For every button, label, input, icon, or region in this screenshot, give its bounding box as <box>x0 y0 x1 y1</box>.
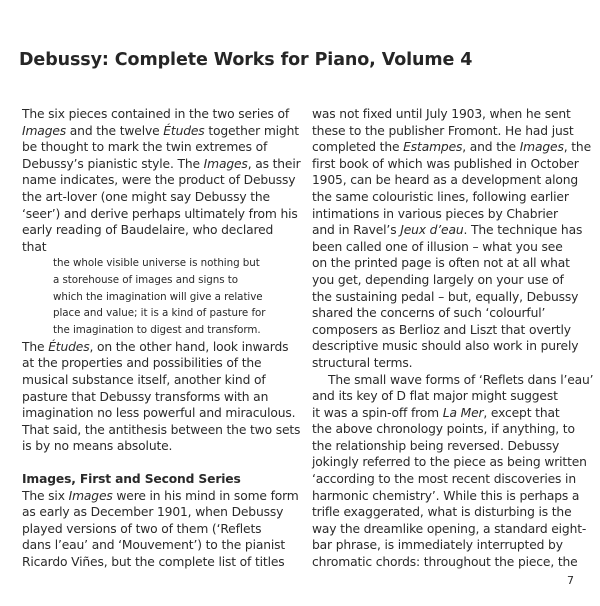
text-line: jokingly referred to the piece as being written <box>312 455 587 470</box>
text-line: That said, the antithesis between the two sets <box>22 422 301 437</box>
italic-title: Estampes <box>403 140 463 155</box>
quote-line: the imagination to digest and transform. <box>53 324 261 337</box>
text-line: is by no means absolute. <box>22 439 173 454</box>
etudes-paragraph <box>22 339 302 455</box>
text-line: The six Images were in his mind in some form <box>22 488 299 503</box>
text-line: descriptive music should also work in purely <box>312 339 579 354</box>
text-line: intimations in various pieces by Chabrier <box>312 206 558 221</box>
text-line: ‘according to the most recent discoveries in <box>312 472 576 487</box>
page-number: 7 <box>567 574 574 587</box>
text-line: bar phrase, is immediately interrupted by <box>312 538 563 553</box>
baudelaire-quote <box>22 255 302 338</box>
text-line: shared the concerns of such ‘colourful’ <box>312 306 546 321</box>
quote-line: place and value; it is a kind of pasture for <box>53 307 266 320</box>
text-line: the relationship being reversed. Debussy <box>312 438 560 453</box>
text-line: and in Ravel’s Jeux d’eau. The technique has <box>312 223 583 238</box>
text-line: at the properties and possibilities of the <box>22 356 262 371</box>
italic-title: Images <box>68 488 113 503</box>
text-line: The Études, on the other hand, look inwards <box>22 339 289 354</box>
text-line: Images and the twelve Études together might <box>22 123 299 138</box>
text-line: harmonic chemistry’. While this is perhaps a <box>312 488 580 503</box>
text-line: was not fixed until July 1903, when he sent <box>312 107 571 121</box>
text-line: these to the publisher Fromont. He had just <box>312 123 574 138</box>
text-line: first book of which was published in October <box>312 156 579 171</box>
text-line: The six pieces contained in the two series of <box>22 107 290 121</box>
text-line: 1905, can be heard as a development along <box>312 173 579 188</box>
text-line: structural terms. <box>312 355 413 370</box>
text-line: chromatic chords: throughout the piece, the <box>312 555 578 570</box>
text-line: played versions of two of them (‘Reflets <box>22 521 262 536</box>
text-line: way the dreamlike opening, a standard eight- <box>312 521 587 536</box>
fromont-paragraph <box>312 106 592 372</box>
italic-title: Jeux d’eau <box>400 223 464 238</box>
text-line: the above chronology points, if anything, to <box>312 422 575 437</box>
page-title: Debussy: Complete Works for Piano, Volume 4 <box>19 50 473 70</box>
intro-paragraph <box>22 106 302 255</box>
text-line: and its key of D flat major might suggest <box>312 389 558 404</box>
text-line: imagination no less powerful and miraculous. <box>22 406 296 421</box>
left-column <box>22 106 302 571</box>
text-line: completed the Estampes, and the Images, the <box>312 140 591 155</box>
italic-title: Études <box>48 339 90 354</box>
section-heading: Images, First and Second Series <box>22 471 241 486</box>
text-line: the sustaining pedal – but, equally, Debussy <box>312 289 579 304</box>
quote-line: the whole visible universe is nothing but <box>53 257 260 270</box>
text-line: as early as December 1901, when Debussy <box>22 505 284 520</box>
text-line: composers as Berlioz and Liszt that overtly <box>312 322 571 337</box>
italic-title: Études <box>163 123 205 138</box>
text-line: The small wave forms of ‘Reflets dans l’eau’ <box>328 372 594 387</box>
text-line: trifle exaggerated, what is disturbing is the <box>312 505 572 520</box>
images-series-paragraph <box>22 488 302 571</box>
text-line: name indicates, were the product of Debussy <box>22 173 296 188</box>
italic-title: Images <box>203 156 248 171</box>
italic-title: Images <box>519 140 564 155</box>
text-line: Debussy’s pianistic style. The Images, as their <box>22 156 301 171</box>
text-line: Ricardo Viñes, but the complete list of titles <box>22 554 285 569</box>
quote-line: a storehouse of images and signs to <box>53 274 239 287</box>
text-line: pasture that Debussy transforms with an <box>22 389 269 404</box>
text-line: you get, depending largely on your use of <box>312 272 564 287</box>
paragraph-gap <box>22 455 302 471</box>
text-line: on the printed page is often not at all what <box>312 256 570 271</box>
text-line: musical substance itself, another kind of <box>22 372 266 387</box>
italic-title: Images <box>22 123 67 138</box>
text-line: the same colouristic lines, following earlier <box>312 189 569 204</box>
text-line: it was a spin-off from La Mer, except that <box>312 405 560 420</box>
text-line: ‘seer’) and derive perhaps ultimately from his <box>22 206 298 221</box>
text-line: the art-lover (one might say Debussy the <box>22 189 270 204</box>
text-line: early reading of Baudelaire, who declared <box>22 223 274 238</box>
text-line: that <box>22 239 47 254</box>
italic-title: La Mer <box>442 405 484 420</box>
quote-line: which the imagination will give a relative <box>53 290 263 303</box>
text-line: be thought to mark the twin extremes of <box>22 140 268 155</box>
right-column <box>312 106 592 571</box>
text-line: dans l’eau’ and ‘Mouvement’) to the pianist <box>22 538 286 553</box>
reflets-paragraph <box>312 372 592 571</box>
text-line: been called one of illusion – what you see <box>312 239 563 254</box>
